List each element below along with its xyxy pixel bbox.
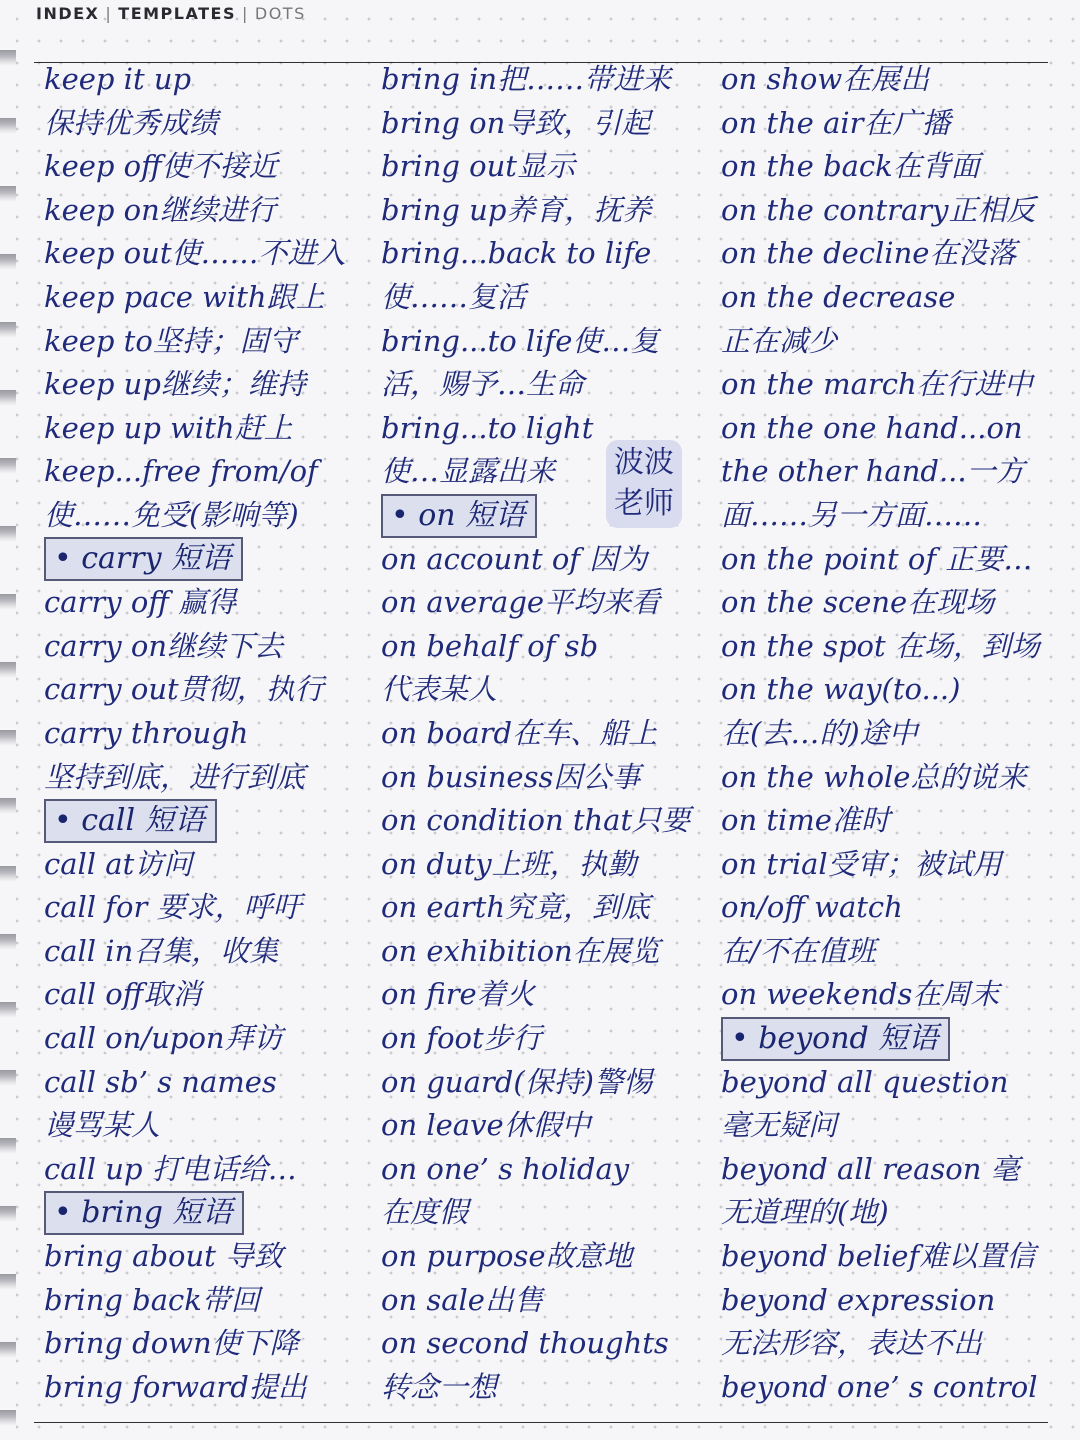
nav-dots-link[interactable]: DOTS (254, 4, 306, 23)
phrase-line: on behalf of sb (381, 628, 599, 663)
section-heading: • bring 短语 (44, 1191, 244, 1235)
nav-separator: | (105, 4, 113, 23)
section-heading: • beyond 短语 (721, 1017, 950, 1061)
section-heading-row (44, 1191, 379, 1235)
phrase-line: on foot步行 (381, 1021, 542, 1056)
phrase-line: 面……另一方面…… (721, 497, 983, 532)
phrase-line: call for 要求，呼吁 (44, 890, 302, 925)
nav-templates-link[interactable]: TEMPLATES (118, 4, 236, 23)
phrase-line: call on/upon拜访 (44, 1021, 283, 1056)
phrase-line: 使…显露出来 (381, 454, 556, 489)
phrase-line: beyond all reason 毫 (721, 1151, 1020, 1186)
phrase-line: bring out显示 (381, 149, 575, 184)
phrase-line: bring up养育，抚养 (381, 192, 652, 227)
bottom-rule (34, 1422, 1048, 1423)
phrase-line: keep on继续进行 (44, 192, 276, 227)
phrase-line: on the scene在现场 (721, 585, 995, 620)
phrase-line: on purpose故意地 (381, 1239, 633, 1274)
phrase-line: carry out贯彻，执行 (44, 672, 324, 707)
nav-index-link[interactable]: INDEX (36, 4, 100, 23)
phrase-line: bring...to light (381, 410, 594, 445)
phrase-line: bring forward提出 (44, 1369, 307, 1404)
phrase-line: on the decrease (721, 279, 956, 314)
phrase-line: on the decline在没落 (721, 236, 1017, 271)
phrase-line: 在度假 (381, 1195, 469, 1230)
phrase-line: 使……免受(影响等) (44, 497, 299, 532)
phrase-line: on the whole总的说来 (721, 759, 1027, 794)
phrase-line: 正在减少 (721, 323, 838, 358)
phrase-line: on second thoughts (381, 1326, 669, 1361)
phrase-line: on average平均来看 (381, 585, 661, 620)
section-heading: • on 短语 (381, 494, 537, 538)
phrase-line: 在(去…的)途中 (721, 715, 918, 750)
section-heading-row (44, 799, 379, 843)
phrase-line: on fire着火 (381, 977, 535, 1012)
phrase-line: on the march在行进中 (721, 367, 1033, 402)
phrase-line: bring on导致，引起 (381, 105, 651, 140)
phrase-line: on condition that只要 (381, 803, 691, 838)
phrase-line: beyond expression (721, 1282, 996, 1317)
phrase-line: 保持优秀成绩 (44, 105, 219, 140)
phrase-line: on leave休假中 (381, 1108, 591, 1143)
phrase-line: bring down使下降 (44, 1326, 299, 1361)
phrase-line: on the way(to...) (721, 672, 961, 707)
phrase-line: keep up继续；维持 (44, 367, 306, 402)
phrase-line: carry on继续下去 (44, 628, 283, 663)
phrase-line: beyond belief难以置信 (721, 1239, 1036, 1274)
phrase-line: 无道理的(地) (721, 1195, 889, 1230)
phrase-line: 活，赐予…生命 (381, 367, 585, 402)
phrase-line: on the point of 正要… (721, 541, 1033, 576)
phrase-line: on duty上班，执勤 (381, 846, 637, 881)
phrase-line: 在/不在值班 (721, 933, 876, 968)
phrase-line: keep out使……不进入 (44, 236, 346, 271)
phrase-column-1 (44, 58, 379, 1409)
phrase-line: beyond all question (721, 1064, 1009, 1099)
phrase-line: on the one hand...on (721, 410, 1023, 445)
phrase-line: keep off使不接近 (44, 149, 278, 184)
phrase-column-3 (721, 58, 1071, 1409)
phrase-line: on sale出售 (381, 1282, 543, 1317)
phrase-line: keep up with赶上 (44, 410, 293, 445)
phrase-line: on/off watch (721, 890, 903, 925)
phrase-line: keep it up (44, 62, 192, 96)
phrase-line: on the spot 在场，到场 (721, 628, 1040, 663)
phrase-line: 无法形容，表达不出 (721, 1326, 983, 1361)
section-heading-row (721, 1017, 1071, 1061)
phrase-line: 谩骂某人 (44, 1108, 161, 1143)
phrase-line: 代表某人 (381, 672, 498, 707)
phrase-line: bring about 导致 (44, 1239, 284, 1274)
nav-separator: | (241, 4, 249, 23)
phrase-line: call up 打电话给… (44, 1151, 297, 1186)
phrase-line: keep...free from/of (44, 454, 318, 489)
teacher-stamp (606, 440, 682, 528)
phrase-line: 毫无疑问 (721, 1108, 838, 1143)
section-heading-row (44, 538, 379, 582)
stamp-line-2: 老师 (614, 486, 674, 521)
phrase-line: 转念一想 (381, 1369, 498, 1404)
phrase-line: on the air在广播 (721, 105, 951, 140)
phrase-line: carry through (44, 715, 249, 750)
phrase-line: the other hand...一方 (721, 454, 1025, 489)
phrase-line: bring back带回 (44, 1282, 260, 1317)
phrase-line: beyond one’ s control (721, 1369, 1038, 1404)
spiral-binding (0, 0, 16, 1440)
phrase-line: on board在车、船上 (381, 715, 658, 750)
phrase-line: call at访问 (44, 846, 193, 881)
phrase-line: 坚持到底，进行到底 (44, 759, 306, 794)
phrase-line: keep pace with跟上 (44, 279, 325, 314)
phrase-line: on one’ s holiday (381, 1151, 630, 1186)
section-heading: • call 短语 (44, 799, 217, 843)
phrase-line: on exhibition在展览 (381, 933, 660, 968)
phrase-line: on trial受审；被试用 (721, 846, 1002, 881)
phrase-line: carry off 赢得 (44, 585, 237, 620)
phrase-line: call off取消 (44, 977, 202, 1012)
phrase-line: on time准时 (721, 803, 890, 838)
stamp-line-1: 波波 (614, 445, 674, 480)
phrase-line: bring in把……带进来 (381, 62, 672, 96)
phrase-line: on show在展出 (721, 62, 930, 96)
phrase-line: on the contrary正相反 (721, 192, 1036, 227)
section-heading: • carry 短语 (44, 537, 243, 581)
phrase-line: on the back在背面 (721, 149, 980, 184)
top-navigation (36, 4, 306, 23)
phrase-line: keep to坚持；固守 (44, 323, 298, 358)
phrase-line: 使……复活 (381, 279, 527, 314)
phrase-line: bring...to life使…复 (381, 323, 660, 358)
phrase-line: on earth究竟，到底 (381, 890, 651, 925)
phrase-line: bring...back to life (381, 236, 652, 271)
phrase-line: on business因公事 (381, 759, 641, 794)
phrase-column-2 (381, 58, 711, 1409)
phrase-line: call in召集，收集 (44, 933, 279, 968)
phrase-line: on account of 因为 (381, 541, 648, 576)
phrase-line: on guard(保持)警惕 (381, 1064, 652, 1099)
phrase-line: on weekends在周末 (721, 977, 1000, 1012)
phrase-line: call sb’ s names (44, 1064, 277, 1099)
